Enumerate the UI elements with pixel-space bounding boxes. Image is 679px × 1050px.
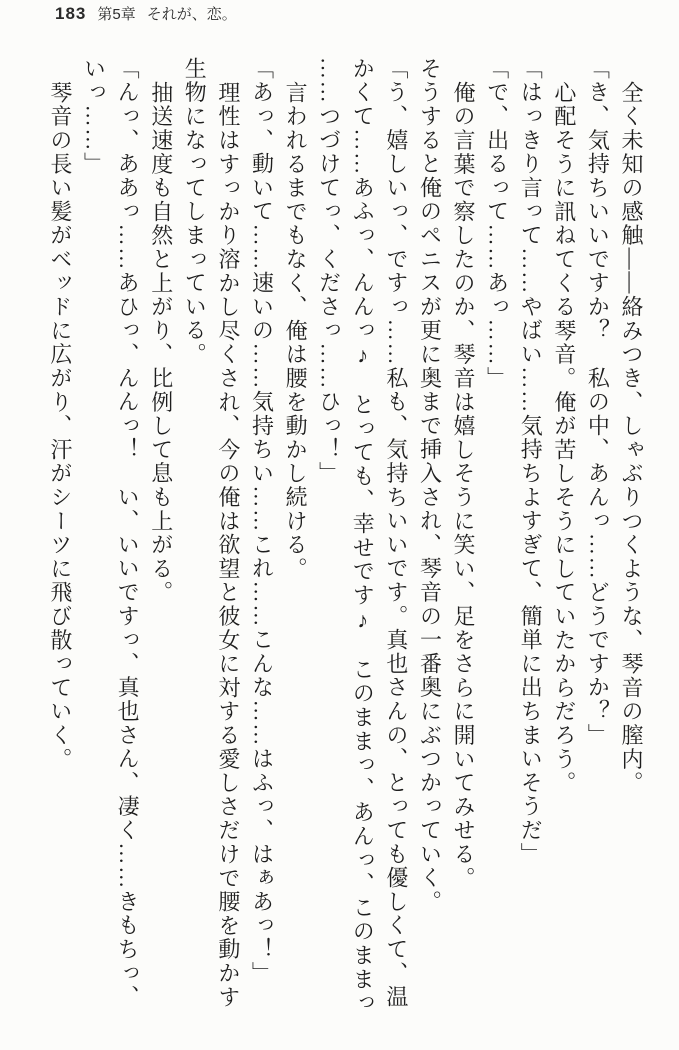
text-line: 理性はすっかり溶かし尽くされ、今の俺は欲望と彼女に対する愛しさだけで腰を動かす: [215, 80, 241, 1009]
vertical-text-area: [43, 57, 648, 1015]
chapter-label: 第5章: [97, 6, 136, 23]
chapter-title: それが、恋。: [146, 6, 237, 23]
text-line: 「はっきり言って……やばい……気持ちよすぎて、簡単に出ちまいそうだ」: [518, 57, 544, 867]
text-line: 抽送速度も自然と上がり、比例して息も上がる。: [148, 80, 174, 605]
text-line: ……つづけてっ、くださっ……ひっ！」: [316, 57, 342, 486]
text-line: かくて……あふっ、んんっ♪ とっても、幸せです♪ このままっ、あんっ、このままっ: [350, 57, 376, 1015]
text-line: いっ……」: [81, 57, 107, 176]
text-line: そうすると俺のペニスが更に奥まで挿入され、琴音の一番奥にぶつかっていく。: [417, 57, 443, 914]
text-line: 心配そうに訊ねてくる琴音。俺が苦しそうにしていたからだろう。: [551, 80, 577, 795]
text-line: 琴音の長い髪がベッドに広がり、汗がシーツに飛び散っていく。: [47, 80, 73, 771]
text-line: 生物になってしまっている。: [182, 57, 208, 367]
text-line: 言われるまでもなく、俺は腰を動かし続ける。: [283, 80, 309, 581]
text-line: 「で、出るって……あっ……」: [484, 57, 510, 391]
text-line: 全く未知の感触――絡みつき、しゃぶりつくような、琴音の膣内。: [619, 80, 644, 795]
text-line: 「き、気持ちいいですか？ 私の中、あんっ……どうですか？」: [585, 57, 611, 748]
text-line: 「う、嬉しいっ、ですっ……私も、気持ちいいです。真也さんの、とっても優しくて、温: [383, 57, 409, 1009]
text-line: 俺の言葉で察したのか、琴音は嬉しそうに笑い、足をさらに開いてみせる。: [451, 80, 477, 890]
page-header: [55, 3, 237, 24]
text-line: 「んっ、ああっ……あひっ、んんっ！ い、いいですっ、真也さん、凄く……きもちっ、: [115, 57, 141, 1009]
text-line: 「あっ、動いて……速いの……気持ちい……これ……こんな……はふっ、はぁあっ！」: [249, 57, 275, 986]
page-number: 183: [55, 4, 87, 23]
